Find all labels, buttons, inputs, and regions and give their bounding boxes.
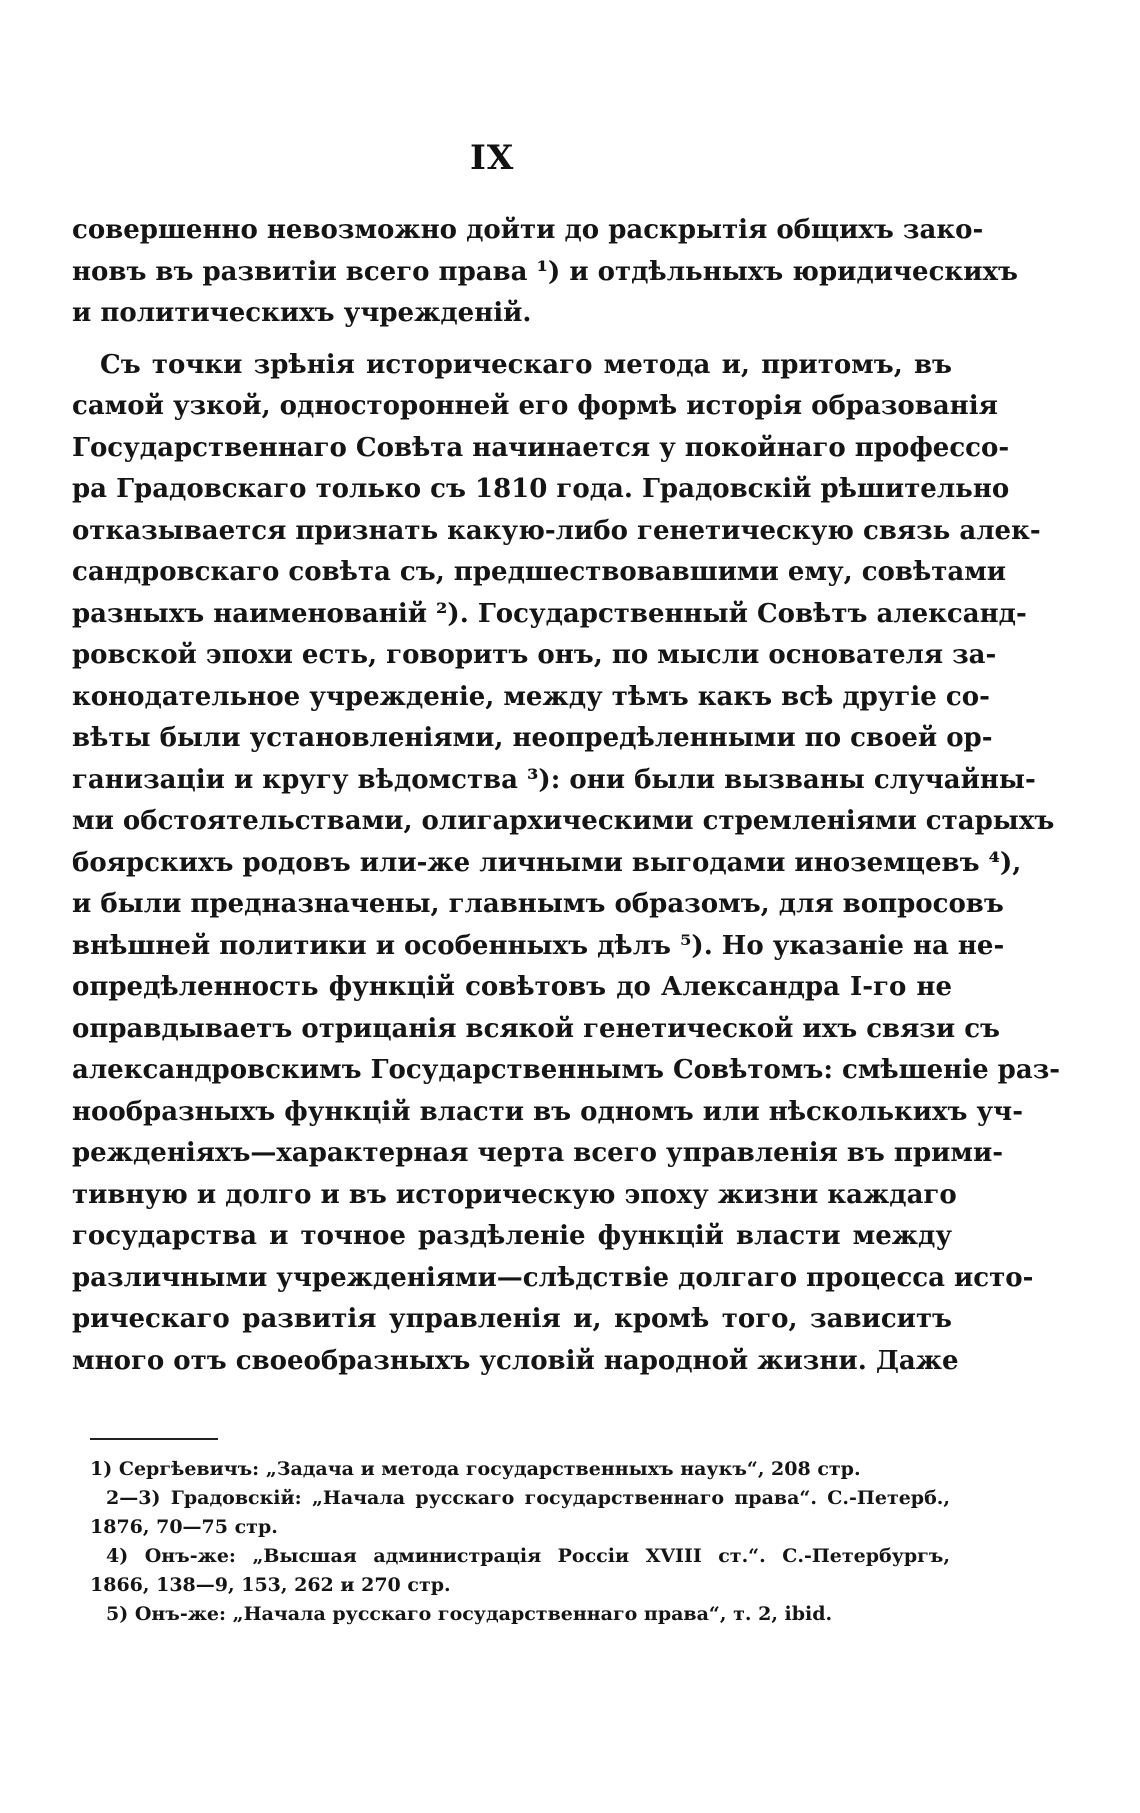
body-line: вѣты были установленіями, неопредѣленными по своей ор- [72, 723, 993, 753]
body-line: оправдываетъ отрицанія всякой генетической ихъ связи съ [72, 1013, 1001, 1044]
body-line: и были предназначены, главнымъ образомъ, для вопросовъ [72, 889, 1004, 919]
body-line: совершенно невозможно дойти до раскрытія общихъ зако- [72, 215, 984, 245]
body-line: много отъ своеобразныхъ условій народной жизни. Даже [72, 1345, 959, 1376]
body-line: государства и точное раздѣленіе функцій власти между [72, 1221, 952, 1251]
body-line: тивную и долго и въ историческую эпоху жизни каждаго [72, 1179, 957, 1210]
body-line: александровскимъ Государственнымъ Совѣтомъ: смѣшеніе раз- [72, 1055, 1061, 1085]
footnote-line: 5) Онъ-же: „Начала русскаго государственнаго права“, т. 2, ibid. [106, 1603, 833, 1625]
body-line: самой узкой, односторонней его формѣ исторія образованія [72, 391, 998, 421]
page-number: IX [470, 138, 515, 178]
footnote-divider [90, 1438, 218, 1440]
body-line: ровской эпохи есть, говоритъ онъ, по мысли основателя за- [72, 640, 997, 670]
body-line: разныхъ наименованій ²). Государственный Совѣтъ александ- [72, 598, 1027, 629]
body-line: различными учрежденіями—слѣдствіе долгаго процесса исто- [72, 1262, 1034, 1293]
body-line: Съ точки зрѣнія историческаго метода и, притомъ, въ [100, 349, 952, 380]
body-line: боярскихъ родовъ или-же личными выгодами иноземцевъ ⁴), [72, 847, 1022, 878]
body-line: режденіяхъ—характерная черта всего управленія въ прими- [72, 1138, 1004, 1168]
body-line: внѣшней политики и особенныхъ дѣлъ ⁵). Но указаніе на не- [72, 930, 1005, 961]
body-line: ра Градовскаго только съ 1810 года. Градовскій рѣшительно [72, 474, 1010, 504]
footnote-line: 1) Сергѣевичъ: „Задача и метода государственныхъ наукъ“, 208 стр. [90, 1458, 861, 1480]
footnote-line: 1866, 138—9, 153, 262 и 270 стр. [90, 1574, 451, 1596]
body-line: Государственнаго Совѣта начинается у покойнаго профессо- [72, 432, 1010, 463]
footnotes [90, 1455, 950, 1629]
body-line: нообразныхъ функцій власти въ одномъ или нѣсколькихъ уч- [72, 1096, 1024, 1127]
body-line: конодательное учрежденіе, между тѣмъ какъ всѣ другіе со- [72, 681, 990, 712]
footnote-line: 2—3) Градовскій: „Начала русскаго государственнаго права“. С.-Петерб., [106, 1487, 950, 1509]
body-line: ганизаціи и кругу вѣдомства ³): они были вызваны случайны- [72, 764, 1036, 795]
footnote-line: 1876, 70—75 стр. [90, 1516, 278, 1538]
body-line: ми обстоятельствами, олигархическими стремленіями старыхъ [72, 806, 1055, 836]
body-line: сандровскаго совѣта съ, предшествовавшими ему, совѣтами [72, 557, 1007, 587]
body-line: и политическихъ учрежденій. [72, 298, 532, 328]
body-line: рическаго развитія управленія и, кромѣ того, зависитъ [72, 1304, 952, 1334]
body-line: опредѣленность функцій совѣтовъ до Александра I-го не [72, 972, 952, 1002]
footnote-line: 4) Онъ-же: „Высшая администрація Россіи XVIII ст.“. С.-Петербургъ, [106, 1545, 950, 1567]
body-line: отказывается признать какую-либо генетическую связь алек- [72, 515, 1041, 546]
body-text [72, 210, 1061, 1382]
body-line: новъ въ развитіи всего права ¹) и отдѣльныхъ юридическихъ [72, 256, 1018, 287]
